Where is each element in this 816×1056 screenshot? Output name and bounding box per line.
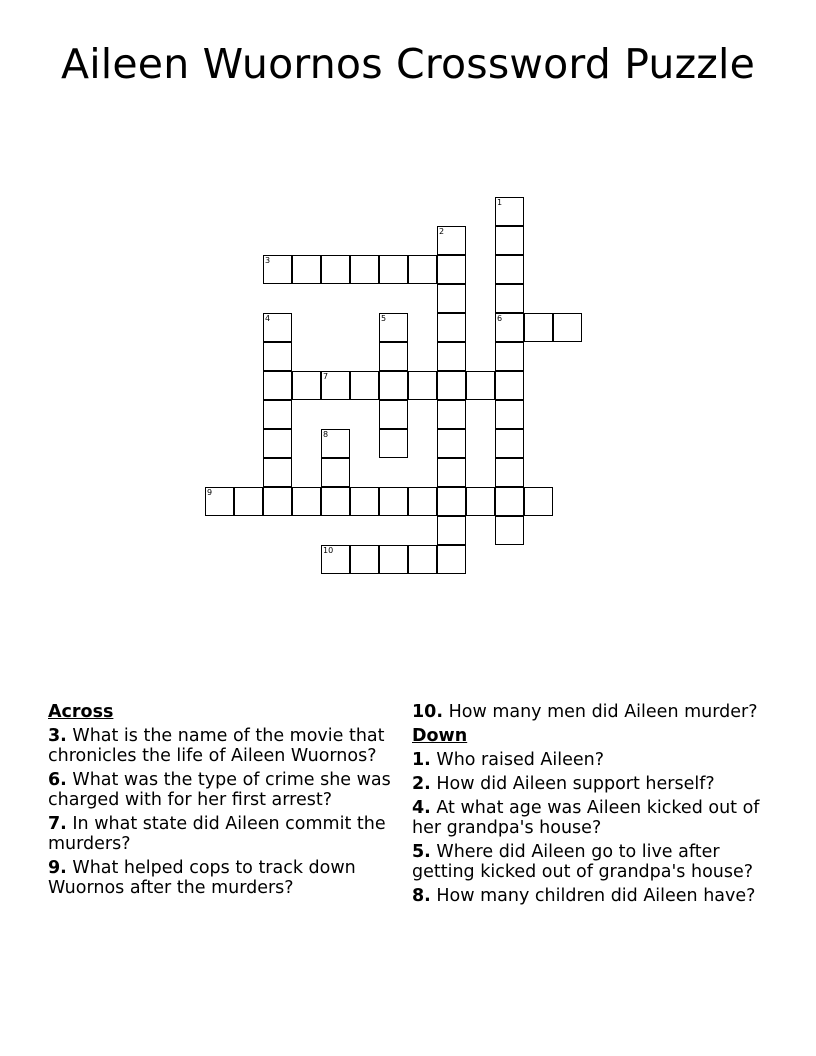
crossword-cell[interactable] xyxy=(437,284,466,313)
crossword-cell[interactable] xyxy=(466,371,495,400)
crossword-cell[interactable] xyxy=(292,371,321,400)
clue-text: In what state did Aileen commit the murders? xyxy=(48,814,386,854)
clue-number-label: 10 xyxy=(323,546,334,555)
crossword-cell[interactable] xyxy=(437,255,466,284)
crossword-cell[interactable] xyxy=(321,429,350,458)
crossword-cell[interactable] xyxy=(524,487,553,516)
crossword-cell[interactable] xyxy=(495,400,524,429)
crossword-cell[interactable] xyxy=(263,342,292,371)
crossword-cell[interactable] xyxy=(437,226,466,255)
crossword-cell[interactable] xyxy=(437,429,466,458)
crossword-cell[interactable] xyxy=(379,342,408,371)
clue-across-9 xyxy=(48,858,400,898)
crossword-cell[interactable] xyxy=(553,313,582,342)
crossword-cell[interactable] xyxy=(321,371,350,400)
crossword-cell[interactable] xyxy=(350,371,379,400)
clue-number: 5. xyxy=(412,842,431,862)
clue-across-3 xyxy=(48,726,400,766)
clue-number: 4. xyxy=(412,798,431,818)
crossword-cell[interactable] xyxy=(379,429,408,458)
clue-text: What was the type of crime she was charged with for her first arrest? xyxy=(48,770,391,810)
crossword-cell[interactable] xyxy=(379,487,408,516)
crossword-cell[interactable] xyxy=(495,313,524,342)
crossword-cell[interactable] xyxy=(495,371,524,400)
crossword-cell[interactable] xyxy=(263,429,292,458)
crossword-cell[interactable] xyxy=(495,284,524,313)
clue-number: 6. xyxy=(48,770,67,790)
clue-number: 10. xyxy=(412,702,444,722)
crossword-cell[interactable] xyxy=(437,371,466,400)
clue-number-label: 4 xyxy=(265,314,271,323)
crossword-cell[interactable] xyxy=(321,255,350,284)
clues-right-column xyxy=(412,702,782,910)
crossword-cell[interactable] xyxy=(263,371,292,400)
clue-text: What helped cops to track down Wuornos after the murders? xyxy=(48,858,356,898)
clue-number-label: 5 xyxy=(381,314,387,323)
clue-down-4 xyxy=(412,798,782,838)
clue-number-label: 2 xyxy=(439,227,445,236)
crossword-cell[interactable] xyxy=(379,400,408,429)
clue-number: 1. xyxy=(412,750,431,770)
crossword-cell[interactable] xyxy=(350,487,379,516)
crossword-cell[interactable] xyxy=(379,545,408,574)
page-title: Aileen Wuornos Crossword Puzzle xyxy=(60,40,756,88)
clue-number: 7. xyxy=(48,814,67,834)
clue-across-6 xyxy=(48,770,400,810)
clue-number-label: 9 xyxy=(207,488,213,497)
crossword-cell[interactable] xyxy=(495,487,524,516)
crossword-cell[interactable] xyxy=(408,545,437,574)
crossword-cell[interactable] xyxy=(350,255,379,284)
crossword-cell[interactable] xyxy=(379,371,408,400)
clue-number-label: 3 xyxy=(265,256,271,265)
crossword-cell[interactable] xyxy=(263,458,292,487)
clue-text: How did Aileen support herself? xyxy=(430,774,715,794)
crossword-cell[interactable] xyxy=(321,487,350,516)
crossword-cell[interactable] xyxy=(437,516,466,545)
clue-text: How many men did Aileen murder? xyxy=(443,702,758,722)
crossword-cell[interactable] xyxy=(408,487,437,516)
crossword-cell[interactable] xyxy=(263,313,292,342)
crossword-cell[interactable] xyxy=(379,313,408,342)
crossword-cell[interactable] xyxy=(524,313,553,342)
clue-down-5 xyxy=(412,842,782,882)
crossword-cell[interactable] xyxy=(263,255,292,284)
clue-down-1 xyxy=(412,750,782,770)
crossword-cell[interactable] xyxy=(205,487,234,516)
clue-number: 9. xyxy=(48,858,67,878)
crossword-cell[interactable] xyxy=(350,545,379,574)
crossword-cell[interactable] xyxy=(437,313,466,342)
crossword-cell[interactable] xyxy=(292,487,321,516)
crossword-cell[interactable] xyxy=(408,371,437,400)
crossword-cell[interactable] xyxy=(263,400,292,429)
clue-down-2 xyxy=(412,774,782,794)
clues-left-column xyxy=(48,702,400,902)
clue-number-label: 8 xyxy=(323,430,329,439)
clue-across-10 xyxy=(412,702,782,722)
clue-number-label: 1 xyxy=(497,198,503,207)
clue-across-7 xyxy=(48,814,400,854)
clue-text: How many children did Aileen have? xyxy=(430,886,756,906)
clue-number: 3. xyxy=(48,726,67,746)
clue-text: What is the name of the movie that chronicles the life of Aileen Wuornos? xyxy=(48,726,385,766)
clue-text: At what age was Aileen kicked out of her grandpa's house? xyxy=(412,798,760,838)
clue-number-label: 6 xyxy=(497,314,503,323)
clue-text: Who raised Aileen? xyxy=(430,750,604,770)
crossword-cell[interactable] xyxy=(437,342,466,371)
crossword-cell[interactable] xyxy=(495,226,524,255)
crossword-cell[interactable] xyxy=(379,255,408,284)
crossword-cell[interactable] xyxy=(495,342,524,371)
crossword-cell[interactable] xyxy=(495,255,524,284)
crossword-cell[interactable] xyxy=(292,255,321,284)
crossword-cell[interactable] xyxy=(437,400,466,429)
crossword-cell[interactable] xyxy=(495,458,524,487)
crossword-cell[interactable] xyxy=(495,429,524,458)
clue-number: 2. xyxy=(412,774,431,794)
clue-text: Where did Aileen go to live after getting kicked out of grandpa's house? xyxy=(412,842,754,882)
crossword-cell[interactable] xyxy=(495,197,524,226)
crossword-cell[interactable] xyxy=(495,516,524,545)
crossword-cell[interactable] xyxy=(234,487,263,516)
clue-number-label: 7 xyxy=(323,372,329,381)
crossword-cell[interactable] xyxy=(408,255,437,284)
down-heading: Down xyxy=(412,726,468,746)
crossword-cell[interactable] xyxy=(466,487,495,516)
crossword-cell[interactable] xyxy=(437,545,466,574)
clue-down-8 xyxy=(412,886,782,906)
crossword-cell[interactable] xyxy=(321,545,350,574)
crossword-cell[interactable] xyxy=(263,487,292,516)
crossword-cell[interactable] xyxy=(437,487,466,516)
across-heading: Across xyxy=(48,702,114,722)
crossword-cell[interactable] xyxy=(321,458,350,487)
crossword-cell[interactable] xyxy=(437,458,466,487)
clue-number: 8. xyxy=(412,886,431,906)
